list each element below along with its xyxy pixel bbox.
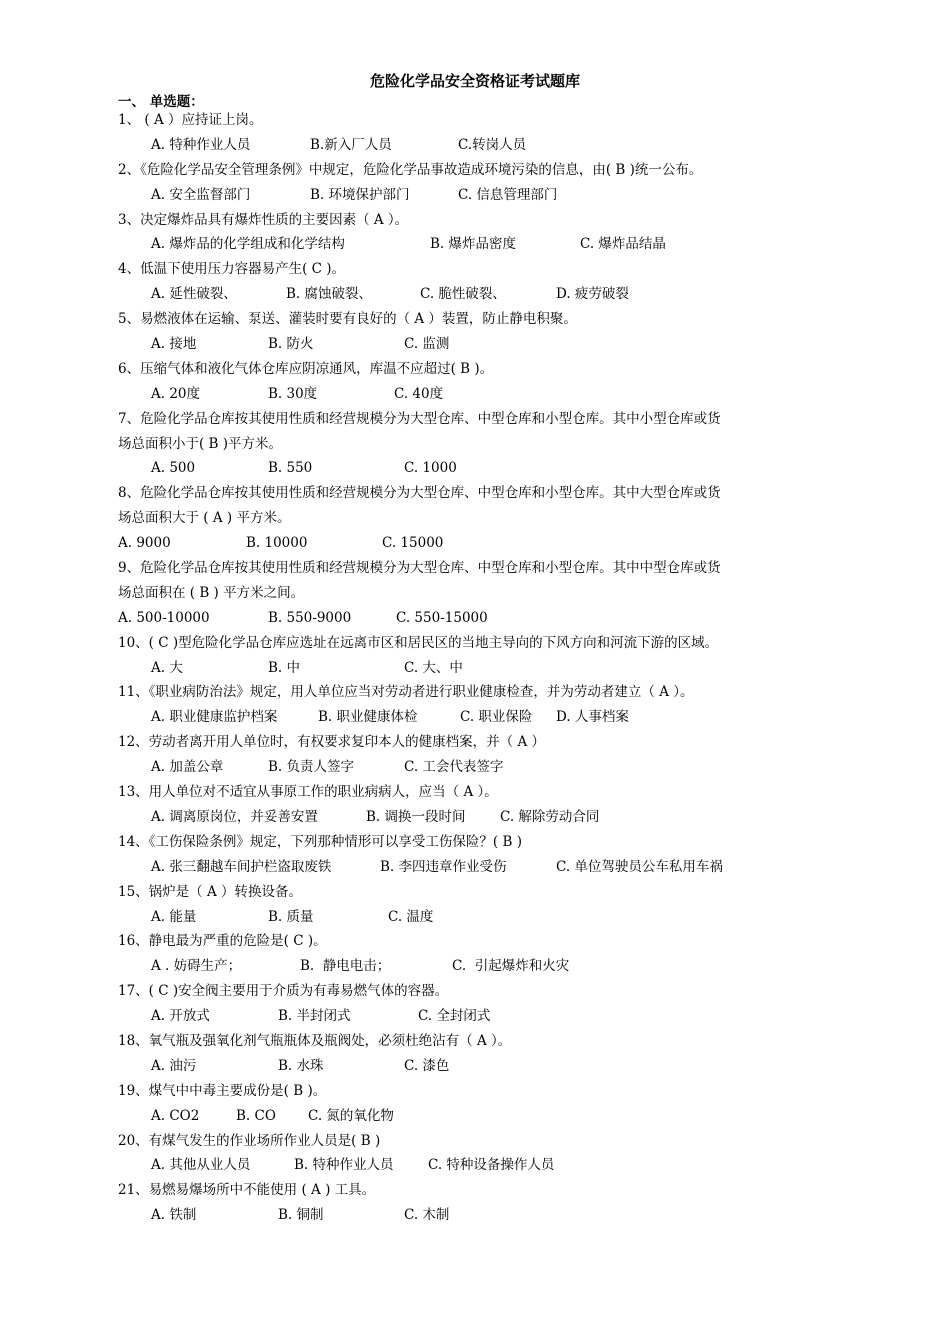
answer-option: A. 9000 — [118, 535, 171, 552]
question-text: 12、劳动者离开用人单位时，有权要求复印本人的健康档案，并（ A ） — [118, 734, 546, 751]
answer-option: C. 15000 — [382, 535, 444, 552]
question-item — [118, 407, 838, 482]
answer-option: B. 中 — [268, 659, 301, 676]
answer-option: B. 腐蚀破裂、 — [286, 286, 373, 303]
answer-option: A. 接地 — [151, 336, 197, 353]
answer-option: A. 20度 — [151, 385, 201, 402]
question-text: 5、易燃液体在运输、泵送、灌装时要有良好的（ A ）装置，防止静电积聚。 — [118, 311, 577, 328]
answer-option: C. 全封闭式 — [418, 1008, 491, 1025]
answer-option: C. 漆色 — [404, 1057, 450, 1074]
question-text: 19、煤气中中毒主要成份是( B )。 — [118, 1082, 327, 1099]
answer-options — [118, 282, 838, 307]
question-list — [118, 108, 838, 1228]
question-text: 18、氧气瓶及强氧化剂气瓶瓶体及瓶阀处，必须杜绝沾有（ A ）。 — [118, 1032, 512, 1049]
question-text: 16、静电最为严重的危险是( C )。 — [118, 933, 327, 950]
answer-option: B. 550-9000 — [268, 609, 352, 626]
answer-option: B. 爆炸品密度 — [430, 236, 517, 253]
answer-options — [118, 805, 838, 830]
question-item — [118, 631, 838, 681]
question-text-continued: 场总面积大于 ( A ) 平方米。 — [118, 510, 291, 527]
answer-option: D. 疲劳破裂 — [556, 286, 629, 303]
answer-option: C. 40度 — [394, 385, 444, 402]
answer-option: B. 特种作业人员 — [294, 1157, 394, 1174]
document-title: 危险化学品安全资格证考试题库 — [369, 72, 580, 90]
question-item — [118, 830, 838, 880]
answer-option: C. 引起爆炸和火灾 — [452, 958, 570, 975]
question-text: 14、《工伤保险条例》规定，下列那种情形可以享受工伤保险？( B ) — [118, 833, 522, 850]
answer-option: C. 氮的氧化物 — [308, 1107, 394, 1124]
question-text: 15、锅炉是（ A ）转换设备。 — [118, 883, 303, 900]
answer-option: A. 爆炸品的化学组成和化学结构 — [151, 236, 345, 253]
question-text: 8、危险化学品仓库按其使用性质和经营规模分为大型仓库、中型仓库和小型仓库。其中大型仓库或货 — [118, 485, 721, 502]
answer-option: A. 油污 — [151, 1057, 197, 1074]
answer-options — [118, 1104, 838, 1129]
question-text: 9、危险化学品仓库按其使用性质和经营规模分为大型仓库、中型仓库和小型仓库。其中中型仓库或货 — [118, 560, 721, 577]
answer-option: A. 其他从业人员 — [151, 1157, 251, 1174]
answer-option: B. 550 — [268, 460, 313, 477]
answer-options — [118, 232, 838, 257]
answer-option: A. 开放式 — [151, 1008, 210, 1025]
question-item — [118, 481, 838, 556]
question-text: 3、决定爆炸品具有爆炸性质的主要因素（ A ）。 — [118, 211, 409, 228]
question-item — [118, 108, 838, 158]
answer-option: B. 职业健康体检 — [318, 709, 418, 726]
answer-option: A. 张三翻越车间护栏盗取废铁 — [151, 858, 332, 875]
question-item — [118, 1079, 838, 1129]
answer-options — [118, 954, 838, 979]
answer-option: C. 特种设备操作人员 — [428, 1157, 555, 1174]
answer-option: A. 500-10000 — [118, 609, 210, 626]
answer-options — [118, 531, 838, 556]
answer-options — [118, 1153, 838, 1178]
question-item — [118, 929, 838, 979]
question-text: 7、危险化学品仓库按其使用性质和经营规模分为大型仓库、中型仓库和小型仓库。其中小型仓库或货 — [118, 410, 721, 427]
answer-option: B. 静电电击； — [300, 958, 391, 975]
question-item — [118, 730, 838, 780]
answer-option: B. 水珠 — [278, 1057, 324, 1074]
question-item — [118, 257, 838, 307]
answer-option: A. 安全监督部门 — [151, 186, 251, 203]
answer-option: B. 负责人签字 — [268, 759, 355, 776]
answer-options — [118, 606, 838, 631]
answer-options — [118, 183, 838, 208]
question-text: 21、易燃易爆场所中不能使用 ( A ) 工具。 — [118, 1182, 376, 1199]
question-text-continued: 场总面积在 ( B ) 平方米之间。 — [118, 584, 305, 601]
answer-option: C. 温度 — [388, 908, 434, 925]
answer-options — [118, 705, 838, 730]
answer-option: C.转岗人员 — [458, 136, 527, 153]
question-item — [118, 1178, 838, 1228]
answer-option: B. 30度 — [268, 385, 318, 402]
question-item — [118, 357, 838, 407]
answer-option: B. 防火 — [268, 336, 314, 353]
question-text: 1、 ( A ）应持证上岗。 — [118, 112, 263, 128]
answer-option: C. 工会代表签字 — [404, 759, 504, 776]
answer-option: C. 1000 — [404, 460, 457, 477]
answer-options — [118, 332, 838, 357]
answer-option: D. 人事档案 — [556, 709, 629, 726]
answer-option: B. 环境保护部门 — [310, 186, 410, 203]
question-text: 13、用人单位对不适宜从事原工作的职业病病人，应当（ A ）。 — [118, 784, 498, 801]
answer-option: B. 李四违章作业受伤 — [380, 858, 507, 875]
answer-option: C. 监测 — [404, 336, 450, 353]
question-item — [118, 680, 838, 730]
answer-option: A. CO2 — [151, 1107, 200, 1124]
section-heading: 一、 单选题： — [118, 94, 204, 110]
question-item — [118, 556, 838, 631]
answer-option: A. 铁制 — [151, 1207, 197, 1224]
answer-option: C. 职业保险 — [460, 709, 533, 726]
answer-option: B. 10000 — [246, 535, 308, 552]
answer-options — [118, 1004, 838, 1029]
answer-option: C. 550-15000 — [396, 609, 488, 626]
question-text: 20、有煤气发生的作业场所作业人员是( B ) — [118, 1132, 381, 1149]
answer-option: C. 信息管理部门 — [458, 186, 558, 203]
answer-option: C. 大、中 — [404, 659, 463, 676]
answer-option: C. 爆炸品结晶 — [580, 236, 666, 253]
answer-option: A. 特种作业人员 — [151, 136, 251, 153]
question-item — [118, 208, 838, 258]
question-item — [118, 1129, 838, 1179]
answer-options — [118, 656, 838, 681]
question-text-continued: 场总面积小于( B )平方米。 — [118, 435, 283, 452]
answer-option: A. 调离原岗位，并妥善安置 — [151, 808, 318, 825]
answer-option: C. 脆性破裂、 — [420, 286, 506, 303]
answer-option: A. 延性破裂、 — [151, 286, 237, 303]
answer-option: B. 铜制 — [278, 1207, 324, 1224]
answer-options — [118, 755, 838, 780]
answer-option: A. 大 — [151, 659, 183, 676]
answer-option: B. 半封闭式 — [278, 1008, 351, 1025]
answer-options — [118, 133, 838, 158]
answer-option: B.新入厂人员 — [310, 136, 392, 153]
question-item — [118, 1029, 838, 1079]
answer-option: C. 单位驾驶员公车私用车祸 — [556, 858, 723, 875]
question-text: 17、( C )安全阀主要用于介质为有毒易燃气体的容器。 — [118, 983, 449, 1000]
question-item — [118, 880, 838, 930]
question-item — [118, 979, 838, 1029]
answer-option: C. 解除劳动合同 — [500, 808, 600, 825]
answer-options — [118, 1054, 838, 1079]
question-text: 6、压缩气体和液化气体仓库应阴凉通风，库温不应超过( B )。 — [118, 360, 494, 377]
question-item — [118, 780, 838, 830]
question-item — [118, 307, 838, 357]
answer-options — [118, 1203, 838, 1228]
answer-options — [118, 456, 838, 481]
question-text: 11、《职业病防治法》规定，用人单位应当对劳动者进行职业健康检查，并为劳动者建立（ A ）。 — [118, 684, 694, 701]
question-text: 4、低温下使用压力容器易产生( C )。 — [118, 261, 346, 278]
question-item — [118, 158, 838, 208]
answer-option: A. 500 — [151, 460, 196, 477]
answer-option: B. CO — [236, 1107, 276, 1124]
question-text: 2、《危险化学品安全管理条例》中规定，危险化学品事故造成环境污染的信息，由( B )统一公布。 — [118, 161, 703, 178]
answer-options — [118, 855, 838, 880]
answer-options — [118, 382, 838, 407]
answer-option: A. 加盖公章 — [151, 759, 224, 776]
answer-option: A. 职业健康监护档案 — [151, 709, 278, 726]
answer-option: C. 木制 — [404, 1207, 450, 1224]
answer-option: B. 调换一段时间 — [366, 808, 466, 825]
answer-options — [118, 905, 838, 930]
answer-option: A . 妨碍生产； — [151, 958, 242, 975]
answer-option: A. 能量 — [151, 908, 197, 925]
question-text: 10、( C )型危险化学品仓库应选址在远离市区和居民区的当地主导向的下风方向和河流下游的区域。 — [118, 634, 719, 651]
answer-option: B. 质量 — [268, 908, 314, 925]
